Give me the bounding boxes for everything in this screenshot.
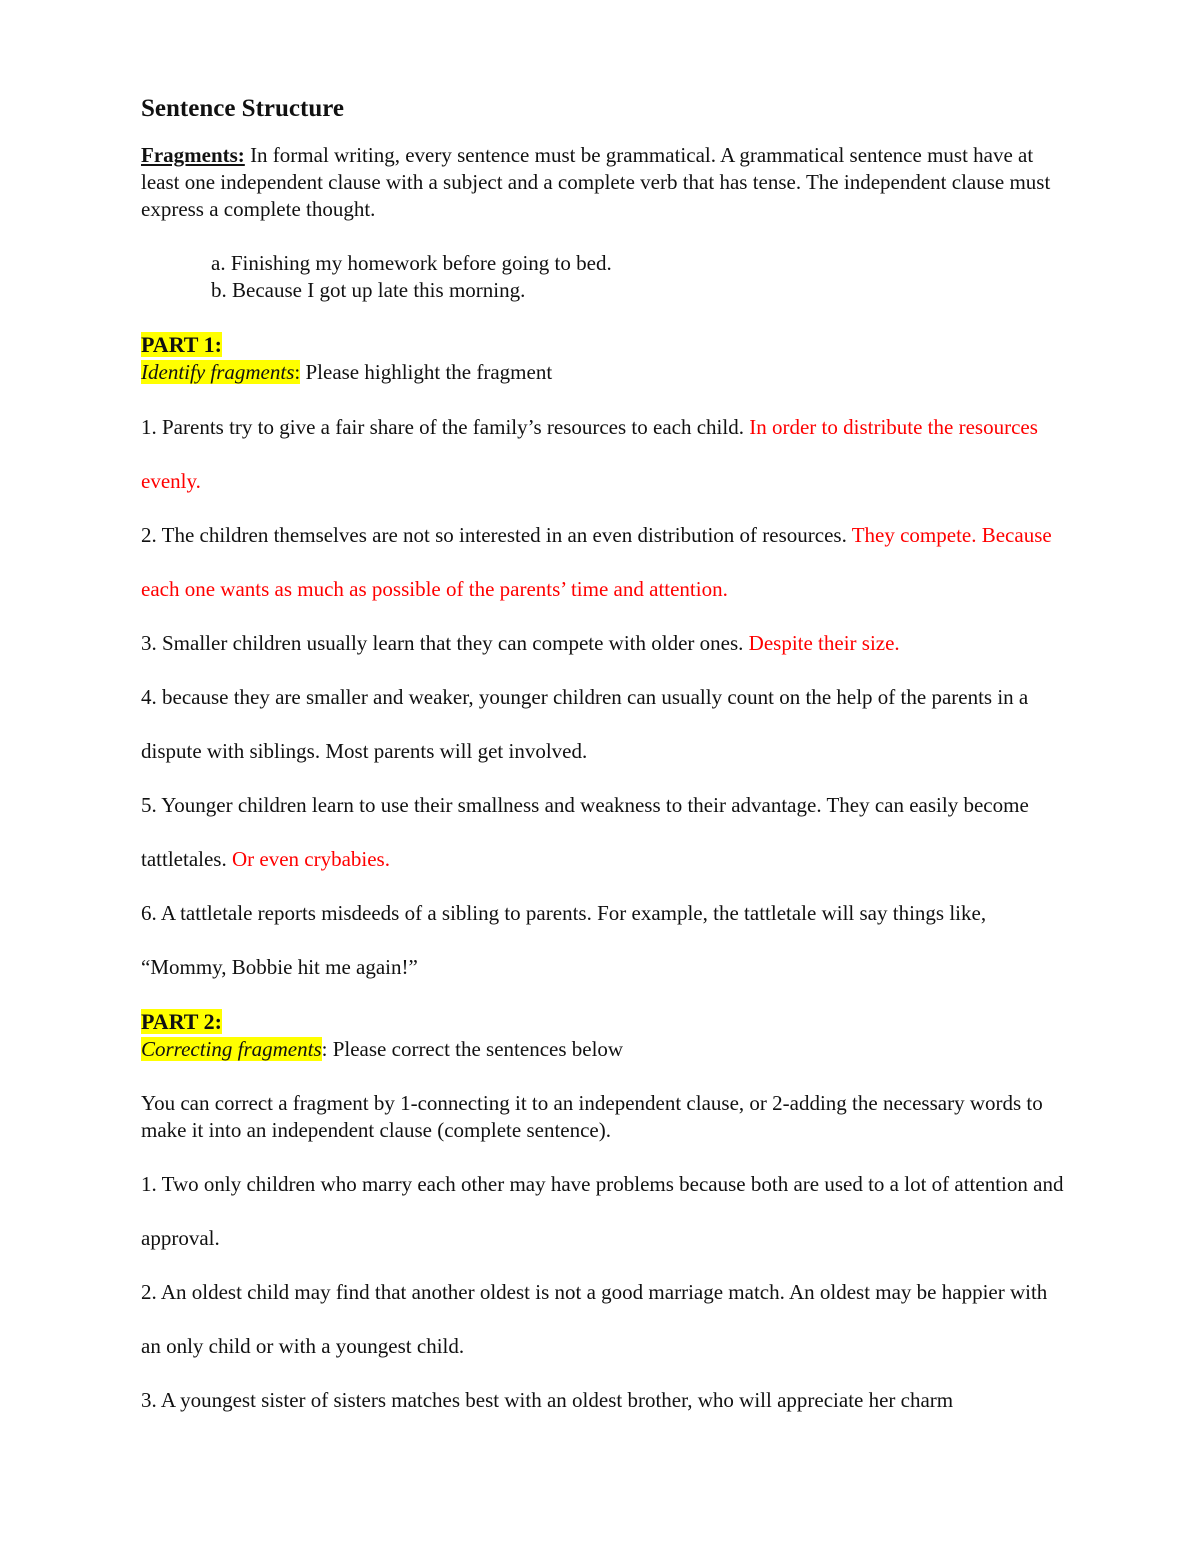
intro-paragraph <box>141 142 1071 223</box>
part1-item-2-text: 2. The children themselves are not so interested in an even distribution of resources. <box>141 523 852 547</box>
part1-item-6 <box>141 886 1071 994</box>
part2-heading-line <box>141 1008 1071 1036</box>
part1-item-6-text: 6. A tattletale reports misdeeds of a sibling to parents. For example, the tattletale will say things like, “Mommy, Bobbie hit me again!” <box>141 901 987 979</box>
example-item-a: a. Finishing my homework before going to bed. <box>211 251 612 275</box>
document-title: Sentence Structure <box>141 95 344 122</box>
part2-heading: PART 2: <box>141 1009 222 1034</box>
part1-item-2 <box>141 508 1071 616</box>
document-page <box>141 92 1071 1427</box>
part1-item-1-fragment: In order to distribute the resources evenly. <box>141 415 1038 493</box>
example-list <box>141 250 1071 304</box>
part2-instruction-label: Correcting fragments <box>141 1037 322 1061</box>
part2-item-2: 2. An oldest child may find that another oldest is not a good marriage match. An oldest may be happier with an only child or with a youngest child. <box>141 1280 1048 1358</box>
part2-item-3: 3. A youngest sister of sisters matches best with an oldest brother, who will appreciate her charm <box>141 1388 954 1412</box>
part1-item-3 <box>141 616 1071 670</box>
part1-instruction-text: Please highlight the fragment <box>300 360 553 384</box>
part1-heading: PART 1: <box>141 332 222 357</box>
intro-text: In formal writing, every sentence must be grammatical. A grammatical sentence must have at least one independent clause with a subject and a complete verb that has tense. The independent clause must express a complete thought. <box>141 143 1051 221</box>
part1-item-1 <box>141 400 1071 508</box>
part1-item-5 <box>141 778 1071 886</box>
part1-items <box>141 400 1071 994</box>
part1-instruction-label: Identify fragments <box>141 360 295 384</box>
part2-item-1: 1. Two only children who marry each other may have problems because both are used to a lot of attention and approval. <box>141 1172 1064 1250</box>
part1-item-3-text: 3. Smaller children usually learn that they can compete with older ones. <box>141 631 749 655</box>
part1-item-4-text: 4. because they are smaller and weaker, younger children can usually count on the help of the parents in a dispute with siblings. Most parents will get involved. <box>141 685 1029 763</box>
part1-item-5-fragment: Or even crybabies. <box>231 847 390 871</box>
example-item-b: b. Because I got up late this morning. <box>211 278 526 302</box>
part2-explanation: You can correct a fragment by 1-connecting it to an independent clause, or 2-adding the necessary words to make it into an independent clause (complete sentence). <box>141 1091 1043 1142</box>
part1-instruction <box>141 359 1071 386</box>
part1-item-1-text: 1. Parents try to give a fair share of the family’s resources to each child. <box>141 415 750 439</box>
part1-item-4 <box>141 670 1071 778</box>
part1-item-3-fragment: Despite their size. <box>748 631 900 655</box>
part1-item-2-fragment: They compete. Because each one wants as much as possible of the parents’ time and attention. <box>141 523 1052 601</box>
part1-heading-line <box>141 331 1071 359</box>
fragments-label: Fragments: <box>141 143 245 167</box>
part1-item-5-text: 5. Younger children learn to use their smallness and weakness to their advantage. They can easily become tattletales. <box>141 793 1029 871</box>
part2-instruction-text: : Please correct the sentences below <box>321 1037 624 1061</box>
part2-instruction <box>141 1036 1071 1063</box>
part1-instruction-colon: : <box>294 360 301 384</box>
part2-items <box>141 1157 1071 1427</box>
